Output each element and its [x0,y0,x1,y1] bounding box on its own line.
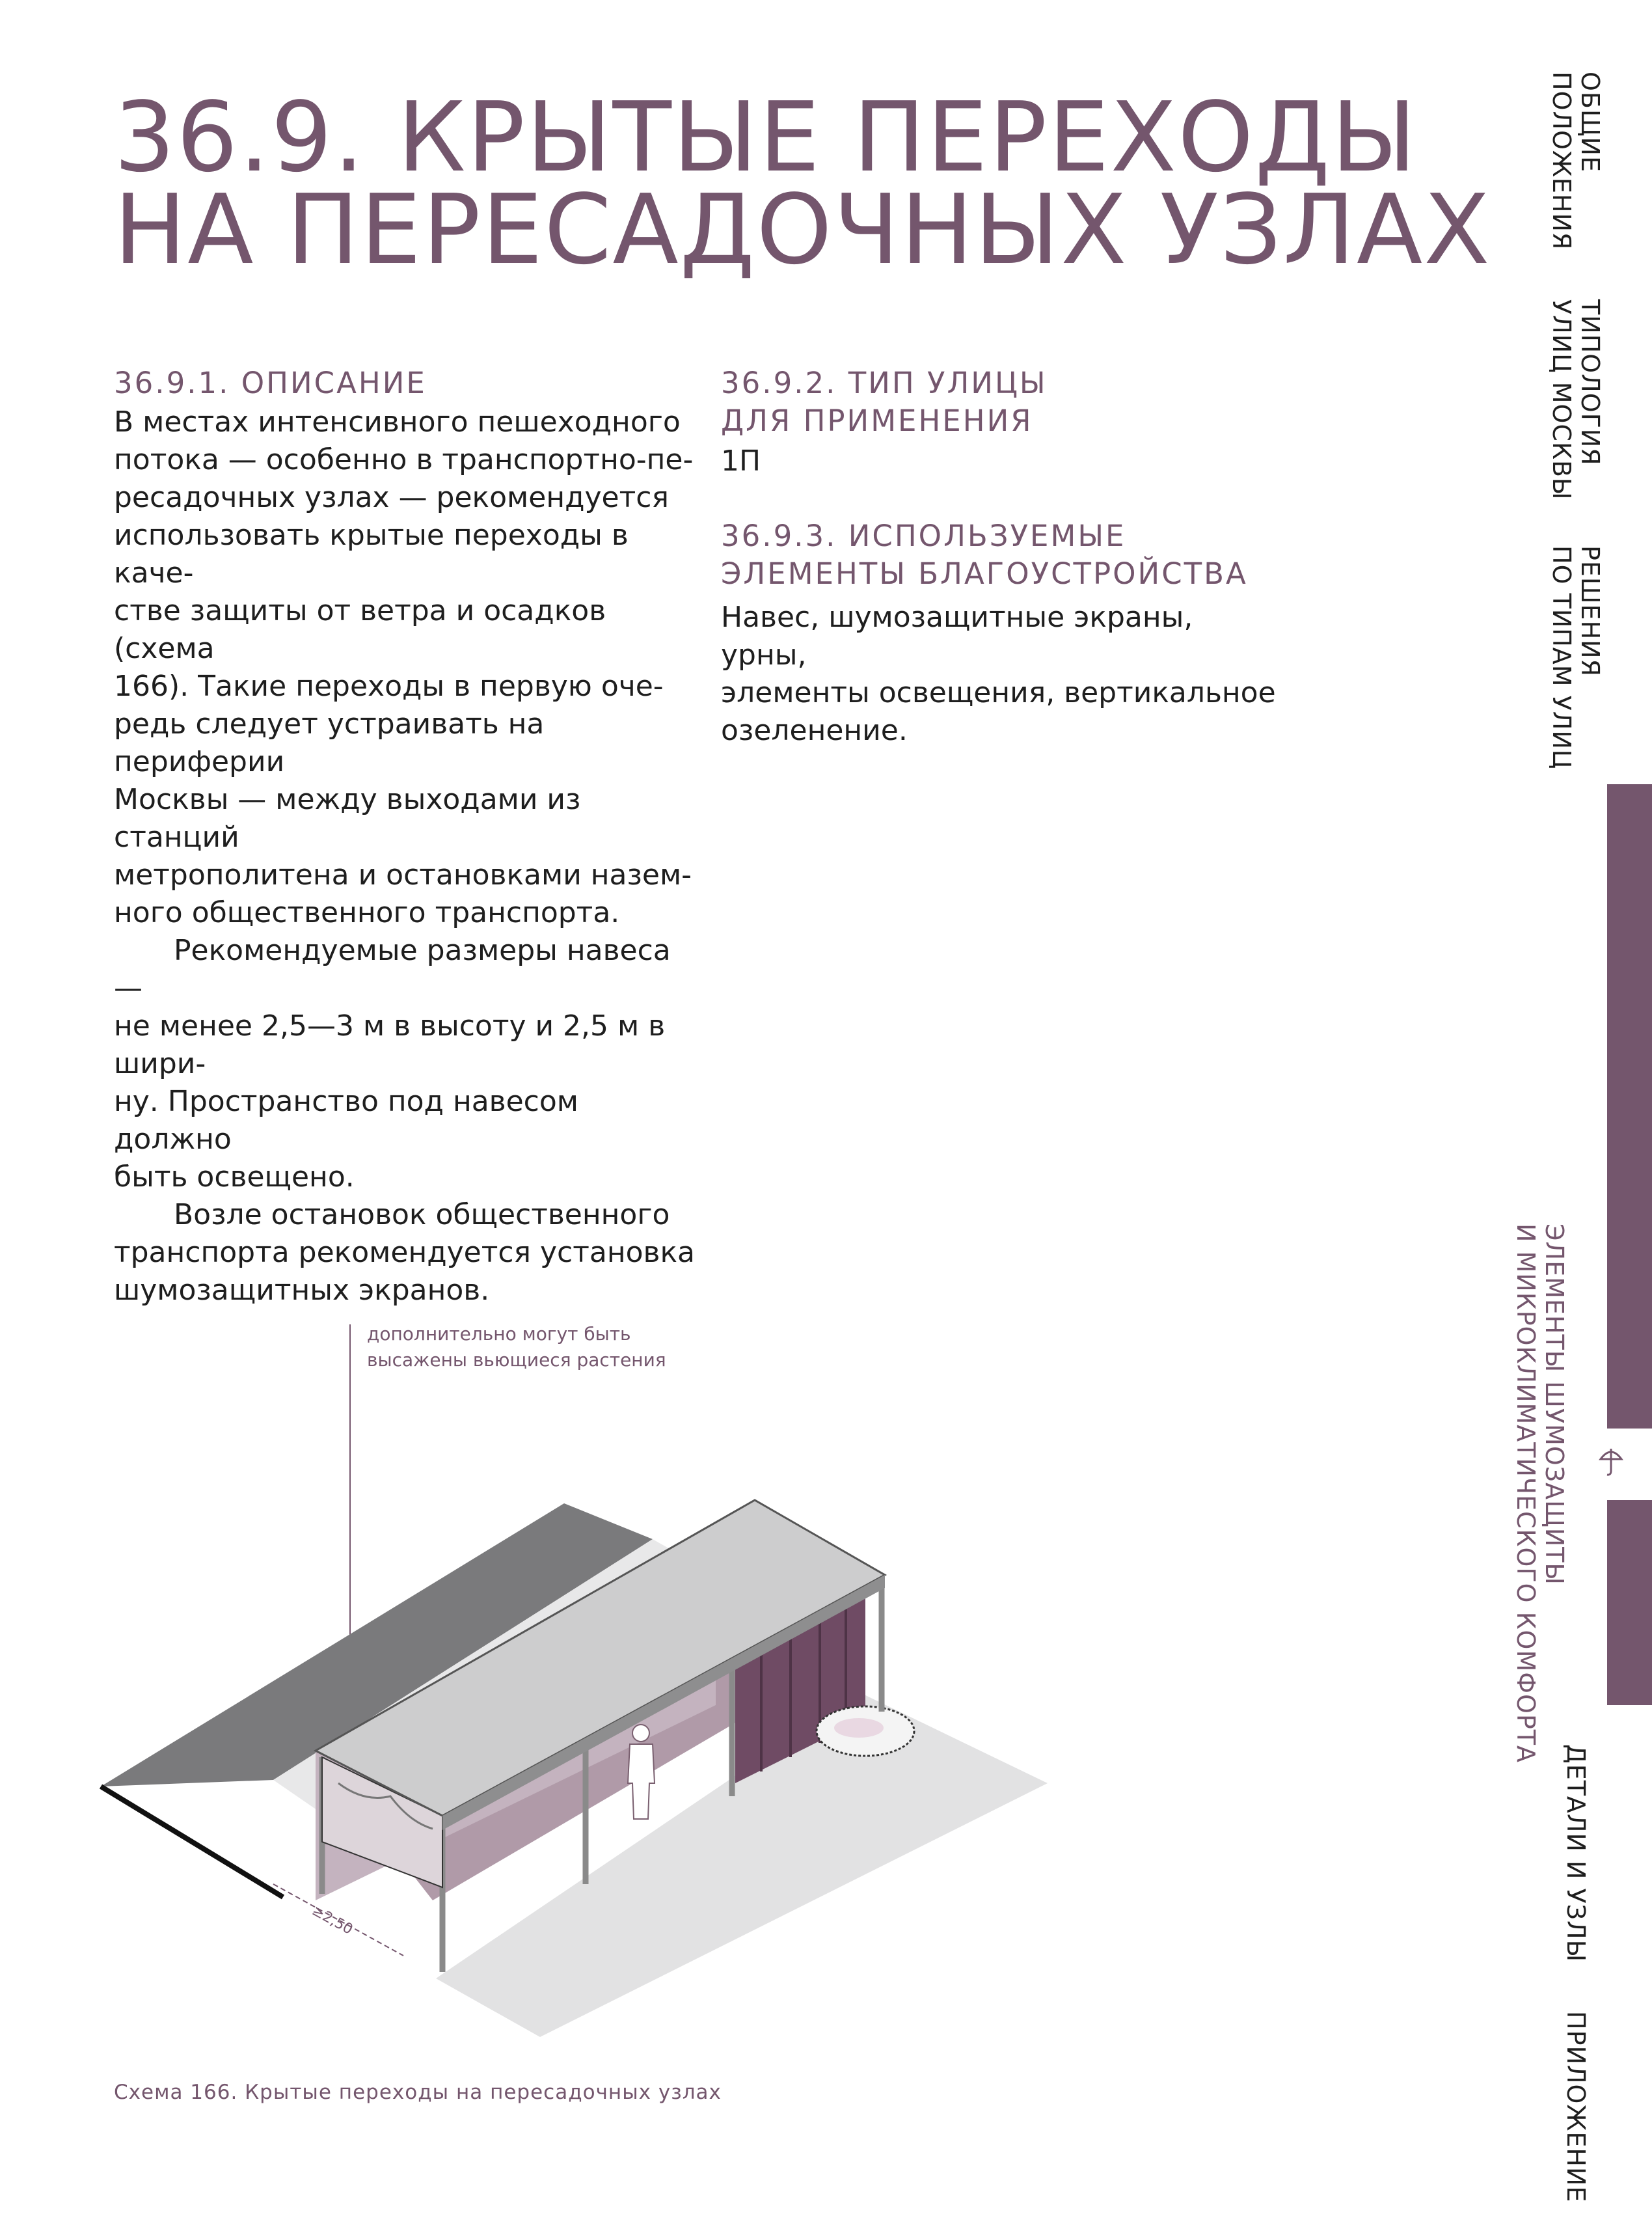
sidebar-item-details[interactable] [1562,1744,1590,1962]
figure-caption: Схема 166. Крытые переходы на пересадочных узлах [114,2081,722,2104]
description-line: шумозащитных экранов. [114,1274,490,1307]
sidebar-item-solutions[interactable] [1547,545,1605,769]
sidebar-item-details-label: ДЕТАЛИ И УЗЛЫ [1562,1744,1590,1963]
sidebar-active-marker-bottom [1607,1500,1652,1705]
umbrella-icon [1598,1445,1624,1477]
description-line: Возле остановок общественного [174,1198,670,1231]
street-type-value-text: 1П [721,444,761,478]
page-title-line-1: 36.9. КРЫТЫЕ ПЕРЕХОДЫ [114,81,1418,193]
description-heading-text: 36.9.1. ОПИСАНИЕ [114,366,427,400]
description-line: быть освещено. [114,1160,355,1194]
description-body [114,403,699,1309]
sidebar-item-solutions-line-2: ПО ТИПАМ УЛИЦ [1547,545,1576,770]
description-line: ного общественного транспорта. [114,896,620,929]
sidebar-item-general-line-1: ОБЩИЕ [1576,72,1605,172]
street-type-value [721,443,1280,480]
sidebar-item-typology[interactable] [1547,299,1605,500]
description-heading [114,364,427,402]
sidebar-item-general-line-2: ПОЛОЖЕНИЯ [1547,72,1576,251]
description-line: метрополитена и остановками назем- [114,858,692,892]
elements-heading [721,517,1248,593]
street-type-heading [721,364,1048,440]
description-line: использовать крытые переходы в каче- [114,519,629,590]
description-line: ну. Пространство под навесом должно [114,1085,578,1156]
shrub [817,1706,914,1756]
sidebar-item-noise-line-2: И МИКРОКЛИМАТИЧЕСКОГО КОМФОРТА [1511,1224,1540,1763]
elements-line: Навес, шумозащитные экраны, урны, [721,601,1193,672]
covered-passage-diagram [0,1269,1106,2037]
page-title [114,81,1491,286]
sidebar-item-appendix-label: ПРИЛОЖЕНИЕ [1562,2011,1590,2203]
sidebar-item-noise-protection[interactable] [1511,1224,1569,1763]
description-line: потока — особенно в транспортно-пе- [114,443,694,476]
sidebar-item-appendix[interactable] [1562,2011,1590,2202]
figure-annotation-line-1: дополнительно могут быть [367,1323,631,1345]
sidebar-item-noise-line-1: ЭЛЕМЕНТЫ ШУМОЗАЩИТЫ [1540,1224,1569,1585]
street-type-heading-line-2: ДЛЯ ПРИМЕНЕНИЯ [721,403,1033,438]
page-title-line-2: НА ПЕРЕСАДОЧНЫХ УЗЛАХ [114,174,1491,286]
figure-annotation-line-2: высажены вьющиеся растения [367,1349,666,1371]
description-line: транспорта рекомендуется установка [114,1236,695,1269]
description-line: В местах интенсивного пешеходного [114,405,681,439]
sidebar-item-typology-line-1: ТИПОЛОГИЯ [1576,299,1605,466]
elements-heading-line-2: ЭЛЕМЕНТЫ БЛАГОУСТРОЙСТВА [721,556,1248,591]
curb-edge [101,1786,283,1897]
elements-line: элементы освещения, вертикальное [721,676,1276,709]
description-line: Москвы — между выходами из станций [114,783,581,854]
description-line: не менее 2,5—3 м в высоту и 2,5 м в шири- [114,1009,666,1080]
description-line: 166). Такие переходы в первую оче- [114,670,664,703]
sidebar-item-general[interactable] [1547,72,1605,250]
elements-line: озеленение. [721,714,908,747]
dimension-label: ≥2,50 [309,1902,356,1938]
street-type-heading-line-1: 36.9.2. ТИП УЛИЦЫ [721,366,1048,400]
sidebar-active-marker-top [1607,784,1652,1429]
description-line: редь следует устраивать на периферии [114,707,545,778]
elements-heading-line-1: 36.9.3. ИСПОЛЬЗУЕМЫЕ [721,519,1126,553]
description-line: стве защиты от ветра и осадков (схема [114,594,606,665]
sidebar-item-solutions-line-1: РЕШЕНИЯ [1576,545,1605,677]
description-line: ресадочных узлах — рекомендуется [114,481,669,514]
description-line: Рекомендуемые размеры навеса — [114,934,671,1005]
sidebar-item-typology-line-2: УЛИЦ МОСКВЫ [1547,299,1576,500]
elements-body [721,599,1280,750]
